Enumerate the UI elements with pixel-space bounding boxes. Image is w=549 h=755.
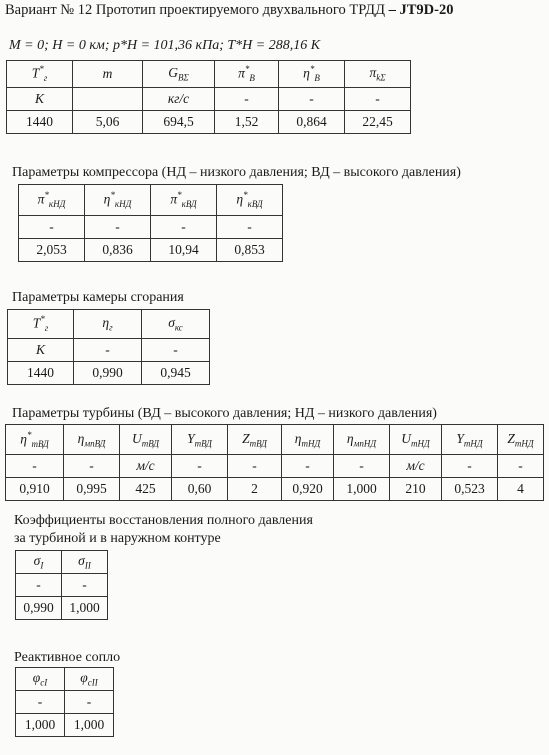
header-subscript: mНД [514,438,534,449]
units-row [16,574,108,597]
header-cell [8,310,74,339]
header-cell [7,61,73,88]
unit-cell: - [16,574,62,597]
header-cell [73,61,143,88]
unit-cell: - [62,574,108,597]
header-symbol: Y [456,430,464,446]
unit-cell: K [8,339,74,362]
recovery-heading-2: за турбиной и в наружном контуре [14,531,221,546]
unit-cell: м/с [120,455,172,478]
header-subscript: г [109,322,113,333]
header-cell [279,61,345,88]
values-row [16,597,108,620]
value-cell: 0,995 [64,478,120,501]
header-subscript: kΣ [376,72,386,83]
header-cell [143,61,215,88]
value-cell: 1,000 [334,478,390,501]
value-cell: 22,45 [345,111,411,134]
header-superscript: * [243,190,248,201]
header-cell [120,425,172,455]
header-subscript: B [249,73,255,84]
header-subscript: mНД [301,438,321,449]
header-cell [65,668,114,691]
unit-cell: - [151,216,217,239]
header-superscript: * [39,64,44,75]
value-cell: 0,945 [142,362,210,385]
header-cell [16,551,62,574]
header-subscript: mВД [31,439,49,450]
header-symbol: π [369,65,377,81]
header-cell [64,425,120,455]
value-cell: 0,910 [6,478,64,501]
header-cell [498,425,544,455]
header-subscript: кВД [181,199,197,210]
header-symbol: Z [507,430,515,446]
turbine-heading: Параметры турбины (ВД – высокого давления; НД – низкого давления) [12,406,437,421]
flight-conditions: M = 0; H = 0 км; p*H = 101,36 кПа; T*H = 288,16 K [9,38,321,53]
unit-cell: - [6,455,64,478]
recovery-table [15,550,108,620]
unit-cell: - [279,88,345,111]
value-cell: 2 [228,478,282,501]
header-symbol: σ [33,553,41,569]
value-cell: 0,60 [172,478,228,501]
header-superscript: * [40,314,45,325]
units-row [19,216,283,239]
header-superscript: * [309,64,315,75]
value-cell: 0,523 [442,478,498,501]
header-superscript: * [244,64,250,75]
header-row [16,551,108,574]
header-subscript: II [84,560,91,571]
header-cell [19,185,85,216]
header-subscript: mВД [141,438,159,449]
value-cell: 4 [498,478,544,501]
header-subscript: cII [87,677,98,688]
header-superscript: * [177,190,182,201]
header-subscript: кВД [247,199,263,210]
title-text: Вариант № 12 Прототип проектируемого двухвального ТРДД [5,2,385,18]
unit-cell: - [64,455,120,478]
header-symbol: φ [32,670,41,686]
header-cell [390,425,442,455]
header-symbol: Y [187,430,195,446]
value-cell: 210 [390,478,442,501]
value-cell: 0,990 [74,362,142,385]
unit-cell: - [334,455,390,478]
value-cell: 10,94 [151,239,217,262]
header-row [16,668,114,691]
combustor-heading: Параметры камеры сгорания [12,290,184,305]
main-parameters-table [6,60,411,134]
values-row [19,239,283,262]
value-cell: 1,000 [16,714,65,737]
header-cell [282,425,334,455]
header-row [19,185,283,216]
unit-cell: - [172,455,228,478]
values-row [16,714,114,737]
header-cell [215,61,279,88]
nozzle-heading: Реактивное сопло [14,650,121,665]
header-symbol: U [132,430,142,446]
value-cell: 425 [120,478,172,501]
values-row [7,111,411,134]
units-row [6,455,544,478]
value-cell: 2,053 [19,239,85,262]
header-cell [85,185,151,216]
header-cell [442,425,498,455]
turbine-table [5,424,544,501]
unit-cell: - [215,88,279,111]
header-superscript: * [110,190,115,201]
header-row [6,425,544,455]
header-superscript: * [26,429,32,440]
header-symbol: η [102,315,110,331]
header-subscript: mНД [411,438,430,449]
unit-cell: - [442,455,498,478]
units-row [8,339,210,362]
value-cell: 1,000 [65,714,114,737]
unit-cell [73,88,143,111]
unit-cell: - [345,88,411,111]
header-row [8,310,210,339]
header-symbol: G [168,65,178,81]
header-cell [345,61,411,88]
value-cell: 1440 [8,362,74,385]
header-symbol: U [401,430,411,446]
unit-cell: - [228,455,282,478]
header-symbol: σ [78,553,85,569]
unit-cell: - [85,216,151,239]
header-subscript: кНД [114,199,132,210]
header-subscript: кс [174,322,183,333]
unit-cell: - [282,455,334,478]
header-symbol: η [236,191,244,207]
header-subscript: I [40,560,44,571]
header-cell [217,185,283,216]
header-cell [74,310,142,339]
nozzle-table [15,667,114,737]
header-symbol: T [32,315,41,331]
combustor-table [7,309,210,385]
header-subscript: mВД [194,438,212,449]
compressor-table [18,184,283,262]
header-symbol: η [346,430,354,446]
header-symbol: φ [80,670,88,686]
header-subscript: BΣ [177,72,189,83]
value-cell: 0,864 [279,111,345,134]
value-cell: 5,06 [73,111,143,134]
header-symbol: η [303,65,310,81]
unit-cell: - [74,339,142,362]
unit-cell: - [498,455,544,478]
header-subscript: cI [40,677,48,688]
header-symbol: η [77,430,85,446]
unit-cell: - [142,339,210,362]
document-title [5,2,453,19]
header-cell [151,185,217,216]
header-cell [6,425,64,455]
header-cell [16,668,65,691]
header-cell [334,425,390,455]
header-cell [172,425,228,455]
unit-cell: м/с [390,455,442,478]
compressor-heading: Параметры компрессора (НД – низкого давления; ВД – высокого давления) [12,165,461,180]
units-row [16,691,114,714]
title-engine: – JT9D-20 [388,2,454,18]
header-subscript: mВД [249,438,267,449]
value-cell: 694,5 [143,111,215,134]
header-symbol: π [37,191,45,207]
header-cell [228,425,282,455]
header-symbol: η [103,191,111,207]
value-cell: 0,853 [217,239,283,262]
header-superscript: * [44,190,49,201]
header-symbol: π [238,65,245,81]
values-row [8,362,210,385]
header-subscript: mНД [463,438,483,449]
header-symbol: m [102,66,113,81]
value-cell: 1,52 [215,111,279,134]
unit-cell: - [217,216,283,239]
unit-cell: - [65,691,114,714]
header-subscript: B [314,73,320,84]
header-symbol: η [20,431,27,447]
header-symbol: T [31,65,40,81]
header-symbol: Z [242,430,250,446]
unit-cell: - [19,216,85,239]
header-symbol: η [294,430,302,446]
header-subscript: мпНД [353,438,377,449]
unit-cell: кг/с [143,88,215,111]
value-cell: 0,920 [282,478,334,501]
header-row [7,61,411,88]
unit-cell: K [7,88,73,111]
value-cell: 1,000 [62,597,108,620]
header-symbol: π [170,191,178,207]
unit-cell: - [16,691,65,714]
header-subscript: г [43,73,48,84]
recovery-heading-1: Коэффициенты восстановления полного давления [14,513,313,528]
header-subscript: г [44,323,49,334]
value-cell: 0,836 [85,239,151,262]
value-cell: 0,990 [16,597,62,620]
header-subscript: кНД [48,199,66,210]
header-subscript: мпВД [84,438,106,449]
value-cell: 1440 [7,111,73,134]
header-cell [62,551,108,574]
header-cell [142,310,210,339]
header-symbol: σ [168,315,175,331]
units-row [7,88,411,111]
values-row [6,478,544,501]
